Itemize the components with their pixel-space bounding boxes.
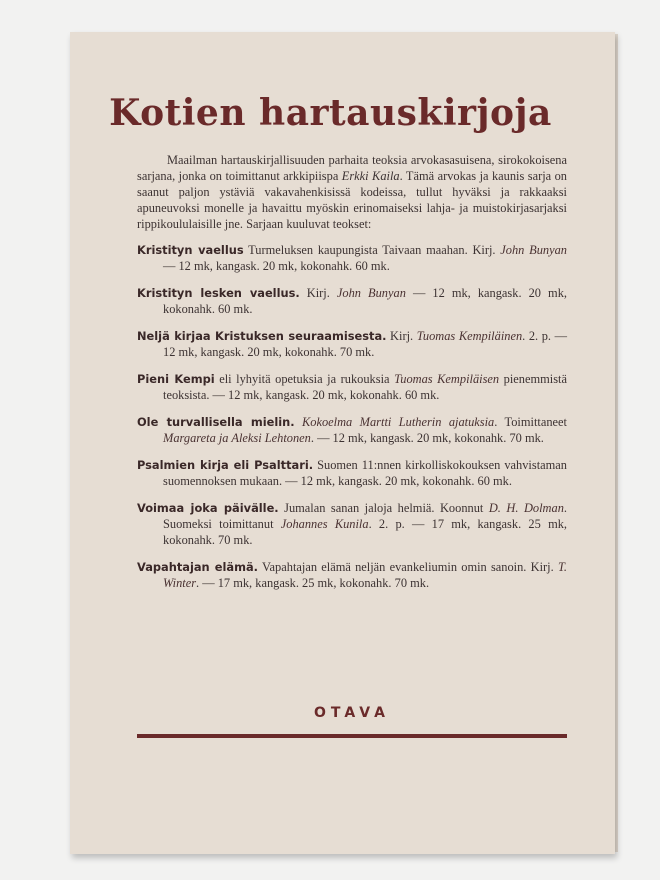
book-entry: [137, 500, 567, 548]
book-title: Ole turvallisella mielin.: [137, 415, 295, 429]
book-title: Voimaa joka päivälle.: [137, 501, 279, 515]
book-author: Tuomas Kempiläisen: [394, 372, 500, 386]
book-price: — 12 mk, kangask. 20 mk, kokonahk. 60 mk.: [163, 286, 567, 316]
book-text: . Toimittaneet: [494, 415, 567, 429]
book-price: . — 17 mk, kangask. 25 mk, kokonahk. 70 mk.: [196, 576, 430, 590]
book-author: Tuomas Kempiläinen: [416, 329, 523, 343]
book-text: Jumalan sanan jaloja helmiä. Koonnut: [278, 501, 489, 515]
book-title: Pieni Kempi: [137, 372, 215, 386]
content-area: [137, 152, 567, 602]
book-author: D. H. Dolman: [488, 501, 564, 515]
book-entry: [137, 414, 567, 446]
book-text: Kirj.: [386, 329, 417, 343]
book-price: . 2. p. — 12 mk, kangask. 20 mk, kokonahk. 70 mk.: [163, 329, 567, 359]
book-entry: [137, 328, 567, 360]
book-entry: [137, 457, 567, 489]
book-author: T. Winter: [163, 560, 568, 590]
book-author: Margareta ja Aleksi Lehtonen: [163, 431, 311, 445]
book-entry: [137, 242, 567, 274]
book-price: — 12 mk, kangask. 20 mk, kokonahk. 60 mk.: [163, 259, 390, 273]
book-price: . — 12 mk, kangask. 20 mk, kokonahk. 70 mk.: [310, 431, 544, 445]
intro-editor: Erkki Kaila: [341, 169, 400, 183]
book-title: Kristityn lesken vaellus.: [137, 286, 300, 300]
book-author: John Bunyan: [500, 243, 567, 257]
book-entry: [137, 559, 567, 591]
book-entry: [137, 371, 567, 403]
book-text: Kirj.: [299, 286, 337, 300]
divider-rule: [137, 734, 567, 738]
book-price: . 2. p. — 17 mk, kangask. 25 mk, kokonahk. 70 mk.: [163, 517, 567, 547]
book-entry: [137, 285, 567, 317]
book-subtitle: Kokoelma Martti Lutherin ajatuksia: [302, 415, 495, 429]
book-text: . Suomeksi toimittanut: [163, 501, 567, 531]
publisher-name: OTAVA: [314, 705, 390, 721]
book-text: Turmeluksen kaupungista Taivaan maahan. Kirj.: [243, 243, 501, 257]
book-title: Psalmien kirja eli Psalttari.: [137, 458, 314, 472]
book-text: Suomen 11:nnen kirkolliskokouksen vahvistaman suomennoksen mukaan. — 12 mk, kangask. 20 mk, kokonahk. 60 mk.: [163, 458, 567, 488]
book-price: pienemmistä teoksista. — 12 mk, kangask. 20 mk, kokonahk. 60 mk.: [163, 372, 567, 402]
page-title: Kotien hartauskirjoja: [109, 92, 552, 134]
intro-paragraph: [137, 152, 567, 232]
book-author: John Bunyan: [336, 286, 406, 300]
intro-text-end: . Tämä arvokas ja kaunis sarja on saanut paljon ystäviä vakavahenkisissä kodeissa, tullut hyväksi ja rakkaaksi apuneuvoksi monelle ja havaittu myöskin erinomaiseksi lahja- ja muistokirjasarjaksi rippikoululaisille jne. Sarjaan kuuluvat teokset:: [137, 169, 567, 231]
book-text: [295, 415, 302, 429]
book-title: Neljä kirjaa Kristuksen seuraamisesta.: [137, 329, 387, 343]
book-text: eli lyhyitä opetuksia ja rukouksia: [214, 372, 395, 386]
book-title: Kristityn vaellus: [137, 243, 244, 257]
book-editor: Johannes Kunila: [280, 517, 369, 531]
book-title: Vapahtajan elämä.: [137, 560, 258, 574]
intro-text: Maailman hartauskirjallisuuden parhaita teoksia arvokasasuisena, sirokokoisena sarjana, jonka on toimittanut arkkipiispa: [137, 153, 567, 183]
book-text: Vapahtajan elämä neljän evankeliumin omin sanoin. Kirj.: [257, 560, 558, 574]
